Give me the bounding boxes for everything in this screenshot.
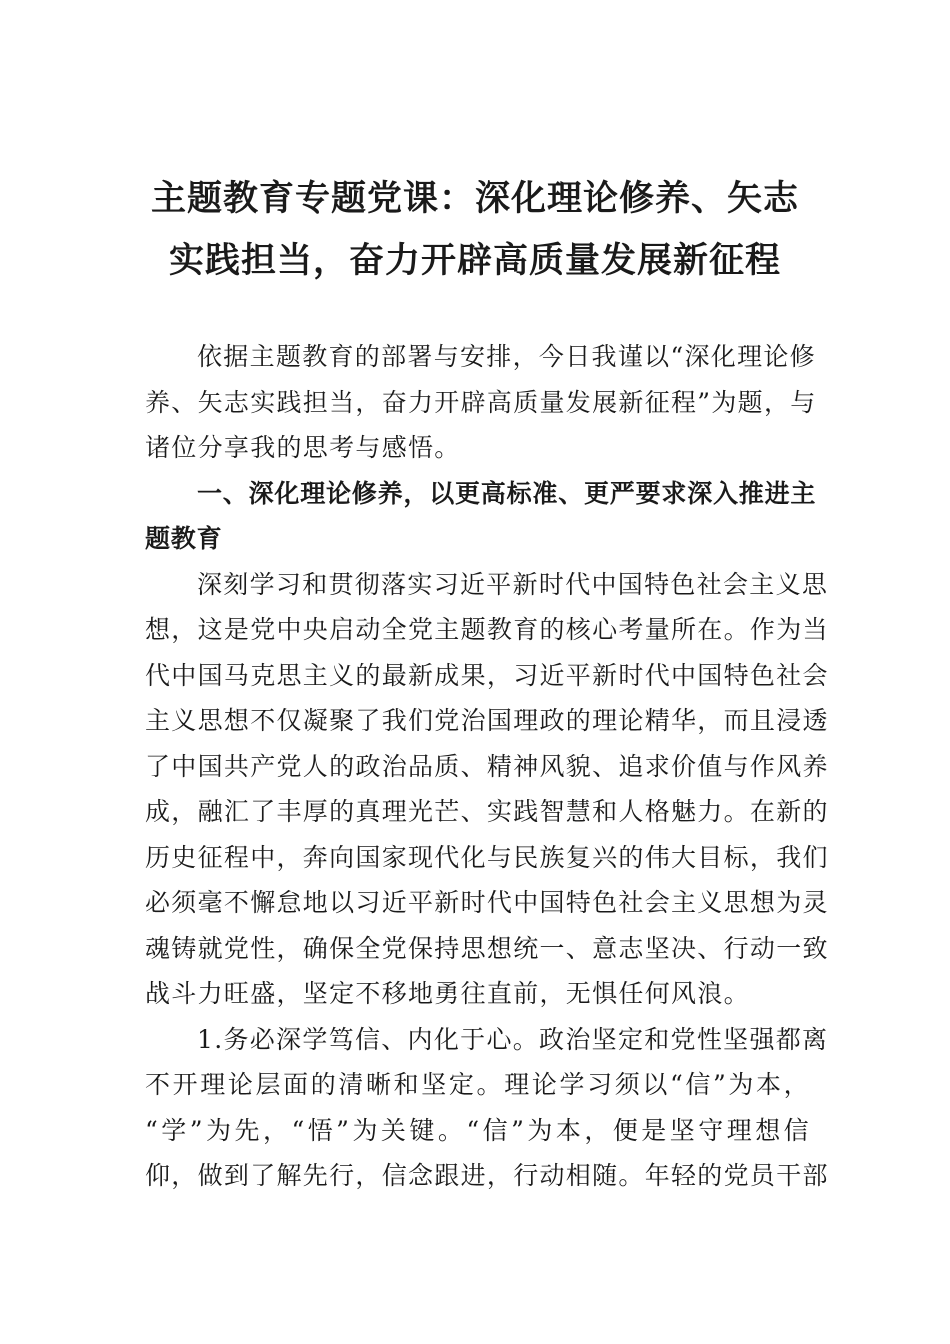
title-line: 主题教育专题党课：深化理论修养、矢志 bbox=[150, 178, 799, 219]
paragraph-line: 主义思想不仅凝聚了我们党治国理政的理论精华，而且浸透 bbox=[145, 706, 829, 735]
paragraph-line: 诸位分享我的思考与感悟。 bbox=[145, 433, 461, 462]
paragraph-line: 成，融汇了丰厚的真理光芒、实践智慧和人格魅力。在新的 bbox=[145, 797, 829, 826]
paragraph-line: 1.务必深学笃信、内化于心。政治坚定和党性坚强都离 bbox=[197, 1024, 829, 1054]
paragraph-line: 魂铸就党性，确保全党保持思想统一、意志坚决、行动一致 bbox=[145, 933, 829, 963]
paragraph-line: 代中国马克思主义的最新成果，习近平新时代中国特色社会 bbox=[145, 660, 829, 690]
intro-paragraph bbox=[145, 334, 817, 471]
section-paragraph bbox=[145, 562, 829, 1017]
paragraph-line: 仰，做到了解先行，信念跟进，行动相随。年轻的党员干部 bbox=[145, 1161, 829, 1190]
paragraph-line: 养、矢志实践担当，奋力开辟高质量发展新征程”为题，与 bbox=[145, 387, 817, 417]
paragraph-line: 不开理论层面的清晰和坚定。理论学习须以“信”为本， bbox=[145, 1070, 810, 1099]
paragraph-line: 了中国共产党人的政治品质、精神风貌、追求价值与作风养 bbox=[145, 751, 829, 781]
paragraph-line: 战斗力旺盛，坚定不移地勇往直前，无惧任何风浪。 bbox=[145, 979, 750, 1008]
paragraph-line: 深刻学习和贯彻落实习近平新时代中国特色社会主义思 bbox=[197, 569, 829, 599]
point-paragraph bbox=[145, 1017, 829, 1199]
paragraph-line: 必须毫不懈怠地以习近平新时代中国特色社会主义思想为灵 bbox=[145, 888, 829, 917]
paragraph-line: 想，这是党中央启动全党主题教育的核心考量所在。作为当 bbox=[145, 615, 829, 644]
paragraph-line: 依据主题教育的部署与安排，今日我谨以“深化理论修 bbox=[197, 342, 816, 371]
document-body bbox=[145, 334, 829, 1199]
heading-line: 题教育 bbox=[145, 524, 223, 553]
title-line: 实践担当，奋力开辟高质量发展新征程 bbox=[168, 240, 781, 281]
section-heading bbox=[145, 471, 817, 562]
heading-line: 一、深化理论修养，以更高标准、更严要求深入推进主 bbox=[197, 478, 817, 508]
document-title bbox=[120, 168, 830, 292]
paragraph-line: “学”为先，“悟”为关键。“信”为本，便是坚守理想信 bbox=[145, 1115, 810, 1145]
paragraph-line: 历史征程中，奔向国家现代化与民族复兴的伟大目标，我们 bbox=[145, 842, 829, 872]
